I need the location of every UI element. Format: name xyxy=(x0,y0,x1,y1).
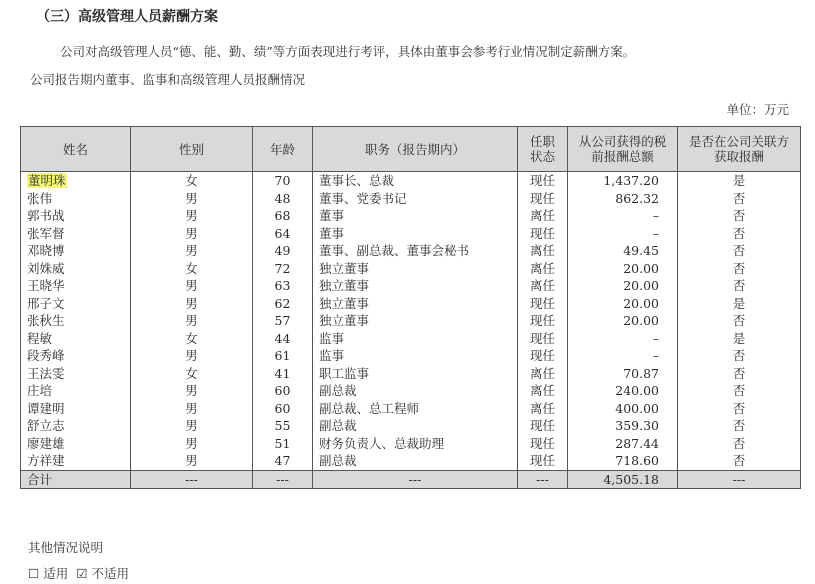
cell-pay: 20.00 xyxy=(568,295,678,313)
total-label: 合计 xyxy=(21,470,131,489)
table-total-row xyxy=(21,470,801,489)
cell-age: 63 xyxy=(253,277,313,295)
table-row xyxy=(21,295,801,313)
cell-pay: 20.00 xyxy=(568,312,678,330)
cell-related: 否 xyxy=(678,382,801,400)
cell-name: 邓晓博 xyxy=(21,242,131,260)
cell-position: 董事、党委书记 xyxy=(313,190,518,208)
salary-table xyxy=(20,126,801,489)
cell-name: 王晓华 xyxy=(21,277,131,295)
highlighted-name: 董明珠 xyxy=(28,173,66,189)
cell-position: 职工监事 xyxy=(313,365,518,383)
cell-pay: 240.00 xyxy=(568,382,678,400)
cell-gender: 男 xyxy=(131,382,253,400)
header-age: 年龄 xyxy=(253,127,313,172)
cell-age: 51 xyxy=(253,435,313,453)
cell-pay: 400.00 xyxy=(568,400,678,418)
cell-pay: 70.87 xyxy=(568,365,678,383)
cell-status: 离任 xyxy=(518,242,568,260)
cell-related: 否 xyxy=(678,225,801,243)
cell-gender: 女 xyxy=(131,260,253,278)
cell-position: 董事长、总裁 xyxy=(313,172,518,190)
cell-status: 离任 xyxy=(518,382,568,400)
cell-gender: 女 xyxy=(131,172,253,190)
cell-related: 否 xyxy=(678,435,801,453)
cell-name: 廖建雄 xyxy=(21,435,131,453)
cell-position: 副总裁 xyxy=(313,452,518,470)
table-row xyxy=(21,330,801,348)
cell-related: 否 xyxy=(678,452,801,470)
cell-status: 现任 xyxy=(518,225,568,243)
total-related: --- xyxy=(678,470,801,489)
applicability-choices xyxy=(28,564,133,582)
table-body xyxy=(21,172,801,489)
cell-related: 是 xyxy=(678,172,801,190)
table-row xyxy=(21,400,801,418)
cell-pay: 718.60 xyxy=(568,452,678,470)
cell-gender: 男 xyxy=(131,312,253,330)
cell-age: 47 xyxy=(253,452,313,470)
total-position: --- xyxy=(313,470,518,489)
cell-gender: 男 xyxy=(131,207,253,225)
cell-status: 现任 xyxy=(518,312,568,330)
cell-position: 副总裁 xyxy=(313,417,518,435)
cell-age: 68 xyxy=(253,207,313,225)
cell-position: 董事 xyxy=(313,225,518,243)
header-pay: 从公司获得的税前报酬总额 xyxy=(568,127,678,172)
total-pay: 4,505.18 xyxy=(568,470,678,489)
cell-status: 现任 xyxy=(518,417,568,435)
cell-position: 监事 xyxy=(313,347,518,365)
cell-pay: 1,437.20 xyxy=(568,172,678,190)
table-row xyxy=(21,277,801,295)
cell-related: 否 xyxy=(678,312,801,330)
cell-age: 57 xyxy=(253,312,313,330)
cell-position: 监事 xyxy=(313,330,518,348)
table-row xyxy=(21,172,801,190)
cell-status: 离任 xyxy=(518,277,568,295)
cell-related: 否 xyxy=(678,400,801,418)
cell-age: 72 xyxy=(253,260,313,278)
cell-related: 否 xyxy=(678,277,801,295)
table-row xyxy=(21,225,801,243)
cell-age: 60 xyxy=(253,382,313,400)
cell-age: 70 xyxy=(253,172,313,190)
unit-label: 单位：万元 xyxy=(726,102,789,117)
cell-name: 王法雯 xyxy=(21,365,131,383)
cell-pay: – xyxy=(568,347,678,365)
cell-related: 否 xyxy=(678,417,801,435)
cell-position: 独立董事 xyxy=(313,295,518,313)
cell-pay: 49.45 xyxy=(568,242,678,260)
cell-name: 刘姝威 xyxy=(21,260,131,278)
table-row xyxy=(21,242,801,260)
applicable-checkbox[interactable]: ☐ xyxy=(28,566,40,581)
cell-age: 60 xyxy=(253,400,313,418)
cell-age: 64 xyxy=(253,225,313,243)
total-gender: --- xyxy=(131,470,253,489)
cell-position: 董事 xyxy=(313,207,518,225)
table-row xyxy=(21,417,801,435)
cell-name: 谭建明 xyxy=(21,400,131,418)
header-status: 任职状态 xyxy=(518,127,568,172)
cell-position: 董事、副总裁、董事会秘书 xyxy=(313,242,518,260)
table-row xyxy=(21,312,801,330)
cell-gender: 男 xyxy=(131,417,253,435)
table-row xyxy=(21,435,801,453)
cell-pay: – xyxy=(568,225,678,243)
cell-gender: 男 xyxy=(131,225,253,243)
cell-age: 49 xyxy=(253,242,313,260)
cell-related: 否 xyxy=(678,260,801,278)
cell-pay: 862.32 xyxy=(568,190,678,208)
cell-status: 离任 xyxy=(518,400,568,418)
cell-position: 财务负责人、总裁助理 xyxy=(313,435,518,453)
total-age: --- xyxy=(253,470,313,489)
cell-status: 现任 xyxy=(518,435,568,453)
section-heading: （三）高级管理人员薪酬方案 xyxy=(36,9,218,25)
header-gender: 性别 xyxy=(131,127,253,172)
cell-status: 现任 xyxy=(518,295,568,313)
cell-pay: – xyxy=(568,207,678,225)
table-row xyxy=(21,382,801,400)
cell-gender: 男 xyxy=(131,435,253,453)
cell-position: 独立董事 xyxy=(313,260,518,278)
cell-pay: 20.00 xyxy=(568,260,678,278)
table-caption: 公司报告期内董事、监事和高级管理人员报酬情况 xyxy=(30,72,306,87)
table-header-row xyxy=(21,127,801,172)
cell-name xyxy=(21,172,131,190)
table-row xyxy=(21,347,801,365)
table-row xyxy=(21,190,801,208)
not-applicable-label: 不适用 xyxy=(91,566,129,581)
cell-name: 舒立志 xyxy=(21,417,131,435)
cell-name: 庄培 xyxy=(21,382,131,400)
table-row xyxy=(21,260,801,278)
header-related: 是否在公司关联方获取报酬 xyxy=(678,127,801,172)
cell-name: 段秀峰 xyxy=(21,347,131,365)
cell-gender: 女 xyxy=(131,330,253,348)
cell-gender: 男 xyxy=(131,277,253,295)
cell-name: 程敏 xyxy=(21,330,131,348)
cell-position: 独立董事 xyxy=(313,312,518,330)
table-row xyxy=(21,207,801,225)
cell-name: 邢子文 xyxy=(21,295,131,313)
cell-status: 离任 xyxy=(518,207,568,225)
cell-related: 否 xyxy=(678,207,801,225)
intro-paragraph: 公司对高级管理人员“德、能、勤、绩”等方面表现进行考评，具体由董事会参考行业情况制定薪酬方案。 xyxy=(60,44,636,59)
cell-pay: 287.44 xyxy=(568,435,678,453)
cell-status: 现任 xyxy=(518,172,568,190)
other-info-label: 其他情况说明 xyxy=(28,540,104,555)
cell-age: 55 xyxy=(253,417,313,435)
cell-name: 张秋生 xyxy=(21,312,131,330)
cell-gender: 男 xyxy=(131,400,253,418)
cell-name: 方祥建 xyxy=(21,452,131,470)
cell-gender: 男 xyxy=(131,190,253,208)
cell-status: 现任 xyxy=(518,347,568,365)
cell-gender: 男 xyxy=(131,295,253,313)
not-applicable-checkbox[interactable]: ☑ xyxy=(76,566,88,581)
cell-name: 张军督 xyxy=(21,225,131,243)
cell-age: 48 xyxy=(253,190,313,208)
cell-position: 副总裁 xyxy=(313,382,518,400)
cell-name: 张伟 xyxy=(21,190,131,208)
cell-status: 离任 xyxy=(518,365,568,383)
cell-status: 现任 xyxy=(518,452,568,470)
cell-status: 离任 xyxy=(518,260,568,278)
cell-age: 61 xyxy=(253,347,313,365)
table-row xyxy=(21,452,801,470)
cell-status: 现任 xyxy=(518,190,568,208)
cell-position: 副总裁、总工程师 xyxy=(313,400,518,418)
header-name: 姓名 xyxy=(21,127,131,172)
cell-related: 否 xyxy=(678,190,801,208)
cell-related: 是 xyxy=(678,295,801,313)
cell-related: 否 xyxy=(678,347,801,365)
applicable-label: 适用 xyxy=(43,566,69,581)
cell-age: 41 xyxy=(253,365,313,383)
header-position: 职务（报告期内） xyxy=(313,127,518,172)
cell-name: 郭书战 xyxy=(21,207,131,225)
cell-age: 44 xyxy=(253,330,313,348)
cell-pay: 20.00 xyxy=(568,277,678,295)
cell-gender: 男 xyxy=(131,347,253,365)
cell-age: 62 xyxy=(253,295,313,313)
cell-pay: – xyxy=(568,330,678,348)
cell-status: 现任 xyxy=(518,330,568,348)
cell-position: 独立董事 xyxy=(313,277,518,295)
total-status: --- xyxy=(518,470,568,489)
table-row xyxy=(21,365,801,383)
cell-related: 是 xyxy=(678,330,801,348)
cell-gender: 女 xyxy=(131,365,253,383)
cell-gender: 男 xyxy=(131,452,253,470)
cell-related: 否 xyxy=(678,242,801,260)
cell-related: 否 xyxy=(678,365,801,383)
cell-pay: 359.30 xyxy=(568,417,678,435)
cell-gender: 男 xyxy=(131,242,253,260)
